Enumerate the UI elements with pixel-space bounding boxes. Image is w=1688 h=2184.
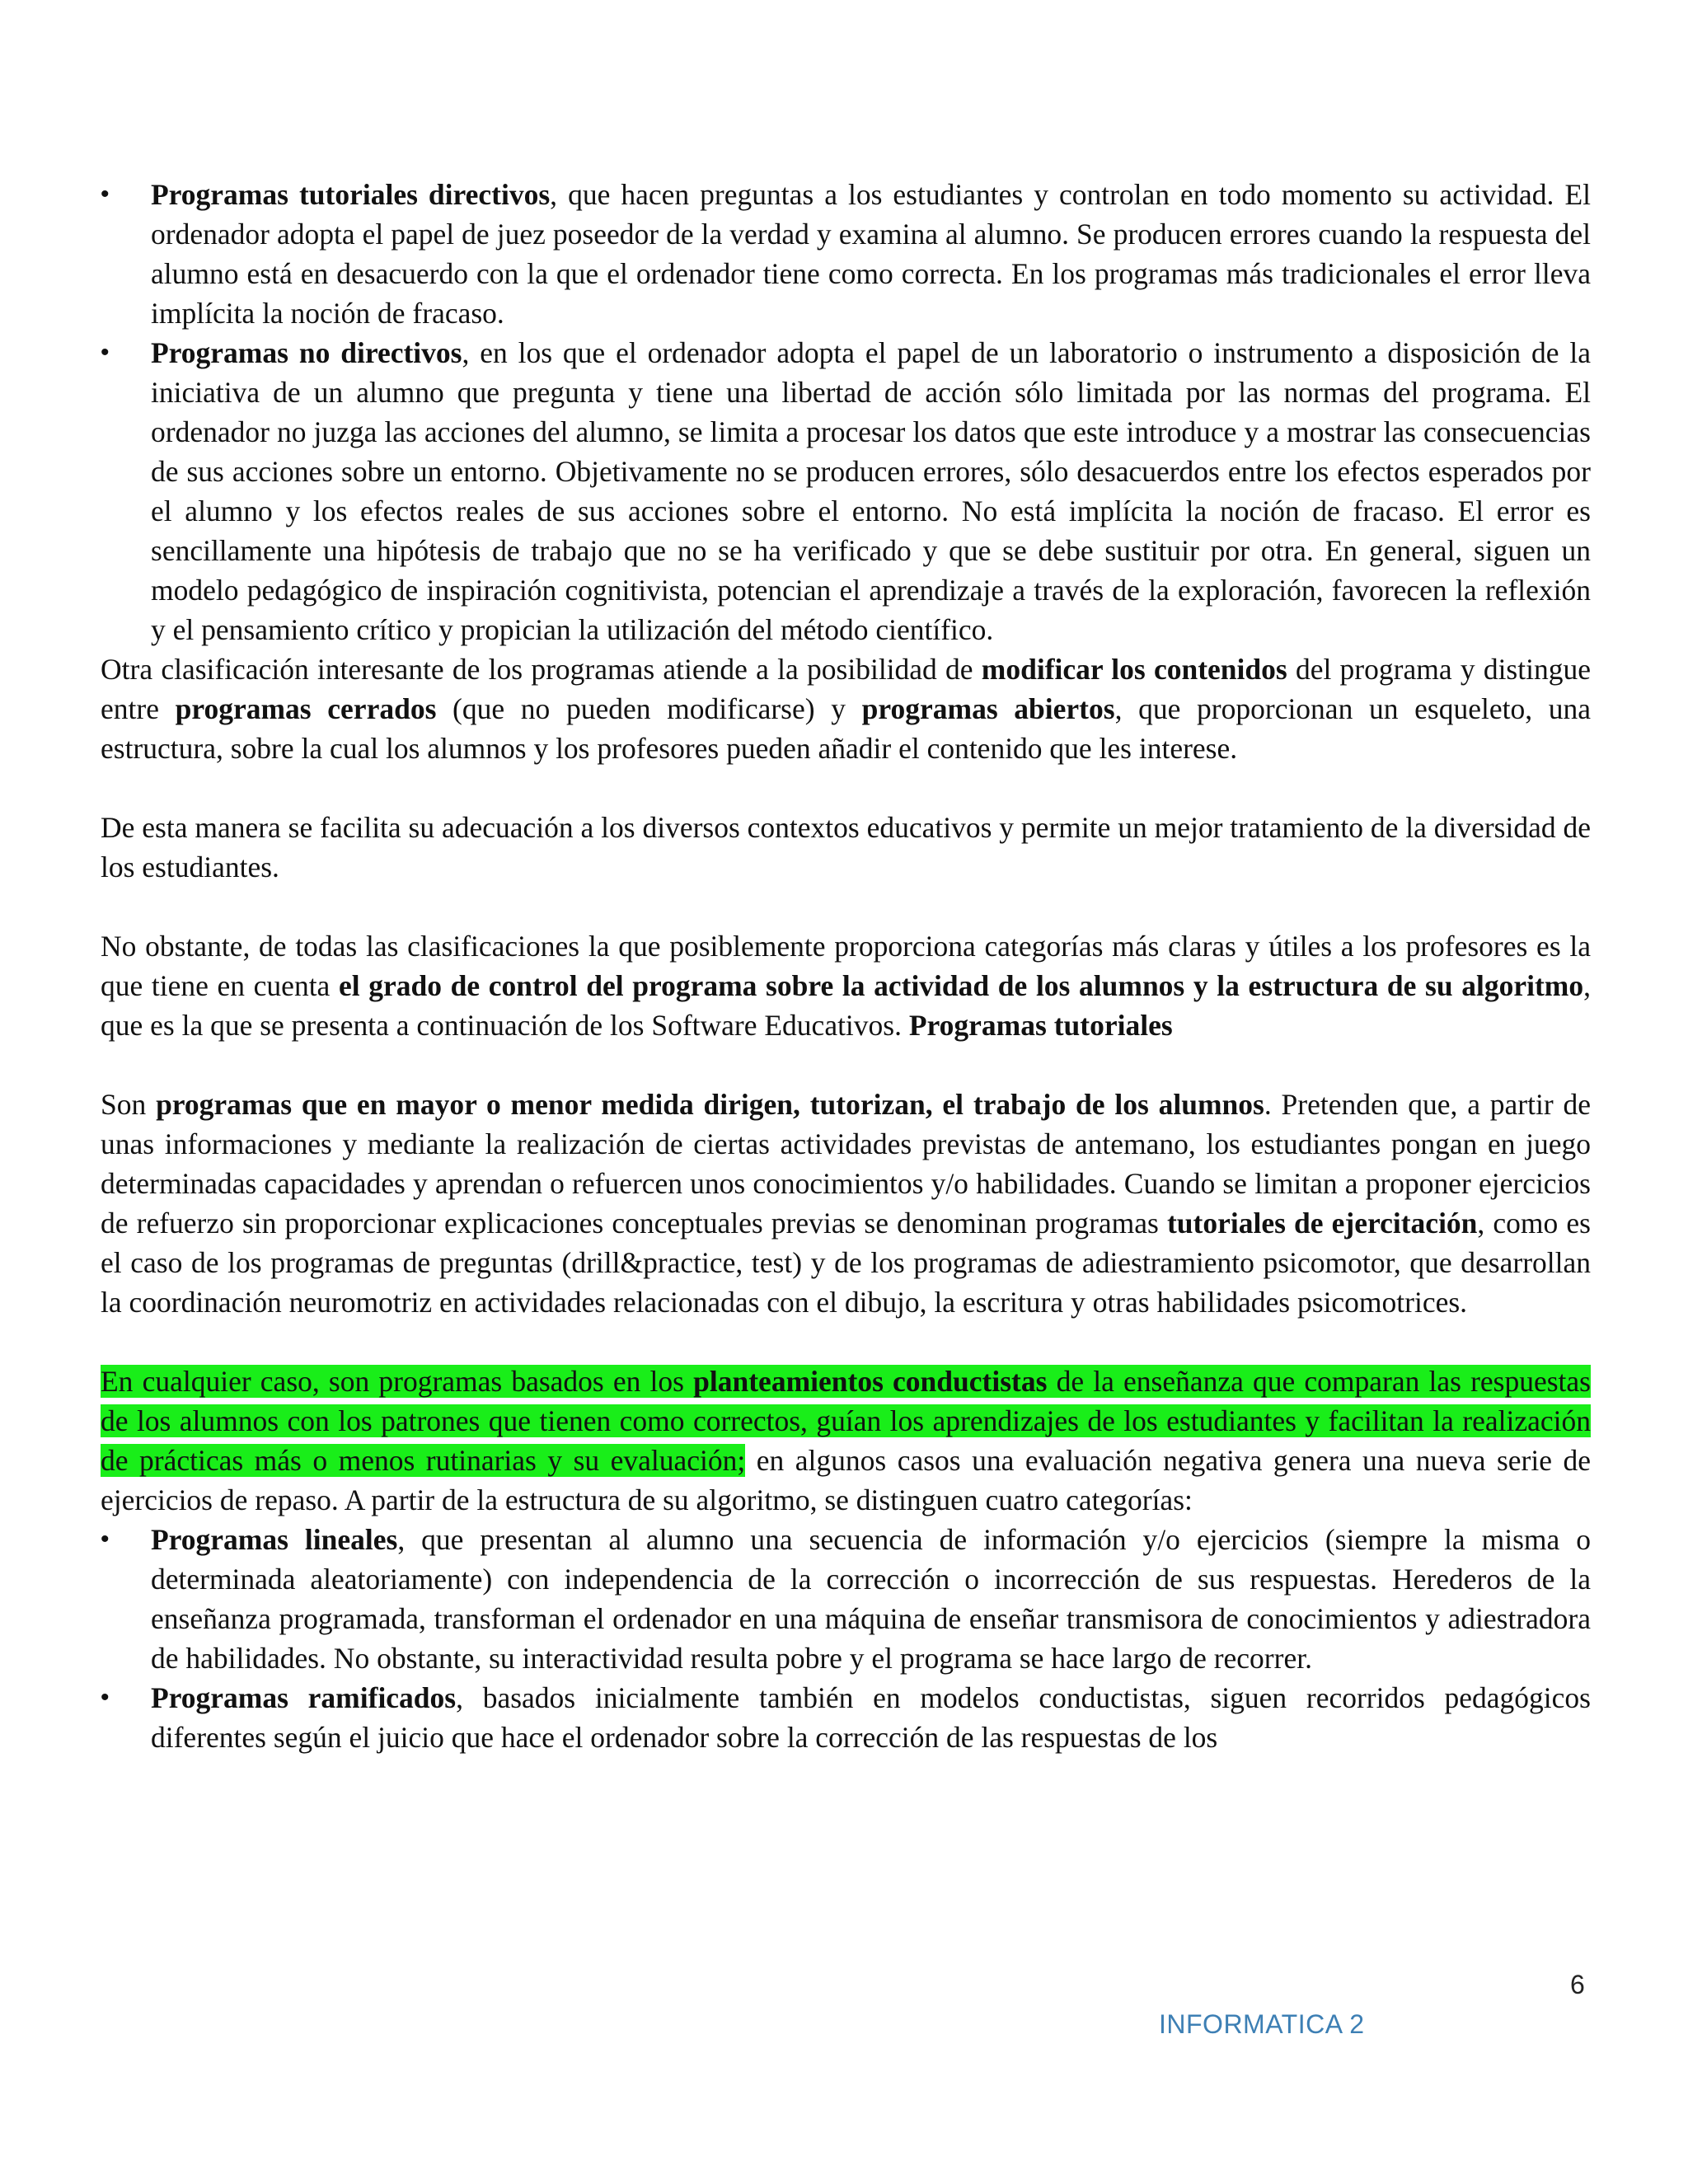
bold-run: tutoriales de ejercitación — [1166, 1207, 1478, 1240]
list-item-term: Programas ramificados — [151, 1681, 457, 1714]
bullet-icon: • — [101, 339, 110, 366]
section-heading-inline: Programas tutoriales — [908, 1009, 1173, 1042]
list-item-text: , basados inicialmente también en modelos conductistas, siguen recorridos pedagógicos diferentes según el juicio que hace el ordenador sobre la corrección de las respuestas de los — [151, 1681, 1591, 1754]
text-run: Son — [101, 1088, 157, 1121]
page-number: 6 — [1570, 1970, 1585, 1999]
bold-run: programas abiertos — [861, 692, 1115, 725]
bullet-list-directivos — [101, 175, 1591, 649]
bold-run: modificar los contenidos — [981, 653, 1287, 686]
list-item-text: , en los que el ordenador adopta el papel de un laboratorio o instrumento a disposición de la iniciativa de un alumno que pregunta y tiene una libertad de acción sólo limitada por las normas del programa. El ordenador no juzga las acciones del alumno, se limita a procesar los datos que este introduce y a mostrar las consecuencias de sus acciones sobre un entorno. Objetivamente no se producen errores, sólo desacuerdos entre los efectos esperados por el alumno y los efectos reales de sus acciones sobre el entorno. No está implícita la noción de fracaso. El error es sencillamente una hipótesis de trabajo que no se ha verificado y que se debe sustituir por otra. En general, siguen un modelo pedagógico de inspiración cognitivista, potencian el aprendizaje a través de la exploración, favorecen la reflexión y el pensamiento crítico y propician la utilización del método científico. — [151, 336, 1592, 646]
bold-run: programas que en mayor o menor medida dirigen, tutorizan, el trabajo de los alumnos — [156, 1088, 1264, 1121]
text-run: En cualquier caso, son programas basados en los — [101, 1365, 694, 1398]
body-text — [101, 175, 1591, 1757]
list-item-term: Programas no directivos — [151, 336, 462, 369]
paragraph-clasificacion — [101, 649, 1591, 768]
list-item — [101, 333, 1591, 649]
paragraph-son-programas — [101, 1085, 1591, 1322]
text-run: Otra clasificación interesante de los programas atiende a la posibilidad de — [101, 653, 982, 686]
bold-run: planteamientos conductistas — [693, 1365, 1048, 1398]
paragraph-no-obstante — [101, 926, 1591, 1045]
footer-label: INFORMATICA 2 — [1159, 2009, 1365, 2039]
text-run: , como es el caso de los programas de preguntas (drill&practice, test) y de los programas de adiestramiento psicomotor, que desarrollan la coordinación neuromotriz en actividades relacionadas con el dibujo, la escritura y otras habilidades psicomotrices. — [101, 1207, 1591, 1319]
text-run: del programa y distingue entre — [101, 653, 1591, 725]
bullet-icon: • — [101, 1526, 110, 1553]
bold-run: el grado de control del programa sobre la actividad de los alumnos y la estructura de su algoritmo — [338, 969, 1584, 1002]
list-item — [101, 175, 1591, 333]
bold-run: programas cerrados — [175, 692, 437, 725]
bullet-icon: • — [101, 180, 110, 208]
paragraph-conductistas — [101, 1361, 1591, 1520]
list-item-term: Programas tutoriales directivos — [151, 178, 551, 211]
bullet-list-categorias — [101, 1520, 1591, 1757]
list-item-text: , que hacen preguntas a los estudiantes y controlan en todo momento su actividad. El ordenador adopta el papel de juez poseedor de la verdad y examina al alumno. Se producen errores cuando la respuesta del alumno está en desacuerdo con la que el ordenador tiene como correcta. En los programas más tradicionales el error lleva implícita la noción de fracaso. — [151, 178, 1591, 330]
bullet-icon: • — [101, 1684, 110, 1711]
list-item — [101, 1678, 1591, 1757]
text-run: , que es la que se presenta a continuación de los Software Educativos. — [101, 969, 1591, 1042]
text-run: , que proporcionan un esqueleto, una estructura, sobre la cual los alumnos y los profesores pueden añadir el contenido que les interese. — [101, 692, 1592, 765]
text-run: . Pretenden que, a partir de unas informaciones y mediante la realización de ciertas actividades previstas de antemano, los estudiantes pongan en juego determinadas capacidades y aprendan o refuercen unos conocimientos y/o habilidades. Cuando se limitan a proponer ejercicios de refuerzo sin proporcionar explicaciones conceptuales previas se denominan programas — [101, 1088, 1591, 1240]
list-item-text: , que presentan al alumno una secuencia de información y/o ejercicios (siempre la misma o determinada aleatoriamente) con independencia de la corrección o incorrección de sus respuestas. Herederos de la enseñanza programada, transforman el ordenador en una máquina de enseñar transmisora de conocimientos y adiestradora de habilidades. No obstante, su interactividad resulta pobre y el programa se hace largo de recorrer. — [151, 1523, 1591, 1675]
text-run: (que no pueden modificarse) y — [436, 692, 862, 725]
list-item — [101, 1520, 1591, 1678]
paragraph-adecuacion: De esta manera se facilita su adecuación a los diversos contextos educativos y permite un mejor tratamiento de la diversidad de los estudiantes. — [101, 811, 1591, 883]
text-run: en algunos casos una evaluación negativa genera una nueva serie de ejercicios de repaso. A partir de la estructura de su algoritmo, se distinguen cuatro categorías: — [101, 1444, 1591, 1516]
text-run: No obstante, de todas las clasificaciones la que posiblemente proporciona categorías más claras y útiles a los profesores es la que tiene en cuenta — [101, 930, 1591, 1002]
text-run: de la enseñanza que comparan las respuestas de los alumnos con los patrones que tienen como correctos, guían los aprendizajes de los estudiantes y facilitan la realización de prácticas más o menos rutinarias y su evaluación; — [101, 1365, 1591, 1477]
list-item-term: Programas lineales — [151, 1523, 398, 1556]
